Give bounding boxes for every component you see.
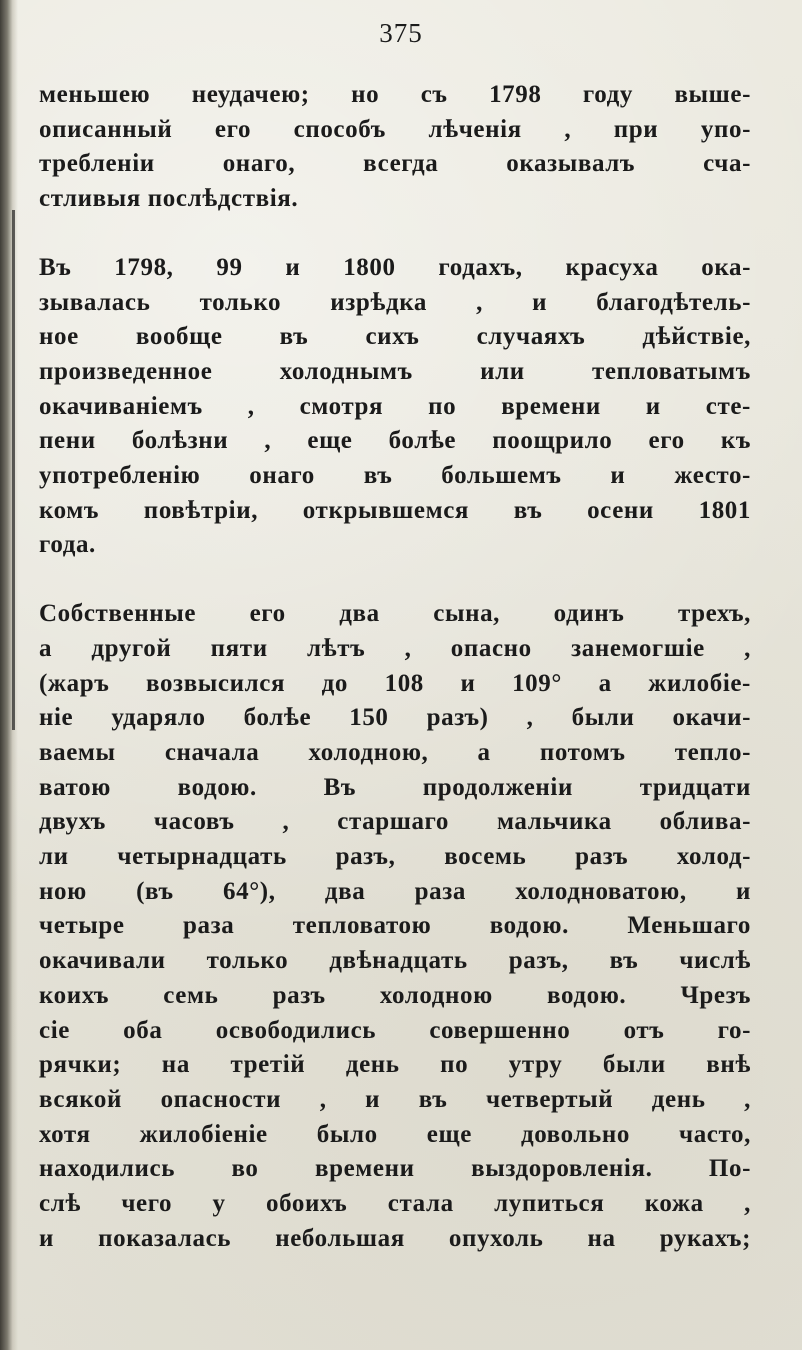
- text-line: стливыя послѣдствія.: [39, 185, 299, 213]
- text-line: произведенное холоднымъ или тепловатымъ: [39, 357, 751, 385]
- spine-crease: [12, 210, 15, 730]
- text-line: всякой опасности , и въ четвертый день ,: [39, 1085, 751, 1113]
- text-line: окачивали только двѣнадцать разъ, въ числѣ: [39, 947, 751, 975]
- text-line: коихъ семь разъ холодною водою. Чрезъ: [39, 981, 751, 1009]
- text-line: ною (въ 64°), два раза холодноватою, и: [39, 877, 751, 905]
- paragraph-1: [39, 78, 751, 217]
- paragraph-2: [39, 251, 751, 563]
- text-line: а другой пяти лѣтъ , опасно занемогшіе ,: [39, 634, 751, 662]
- text-line: окачиваніемъ , смотря по времени и сте-: [39, 392, 751, 420]
- text-line: комъ повѣтріи, открывшемся въ осени 1801: [39, 496, 751, 524]
- text-line: зывалась только изрѣдка , и благодѣтель-: [39, 288, 751, 316]
- text-line: хотя жилобіеніе было еще довольно часто,: [39, 1120, 751, 1148]
- page-number: 375: [379, 18, 423, 48]
- text-line: двухъ часовъ , старшаго мальчика облива-: [39, 808, 751, 836]
- text-line: требленіи онаго, всегда оказывалъ сча-: [39, 150, 751, 178]
- paragraph-gap: [39, 217, 751, 251]
- body-text: [39, 78, 751, 1257]
- text-line: ли четырнадцать разъ, восемь разъ холод-: [39, 843, 751, 871]
- text-line: Собственные его два сына, одинъ трехъ,: [39, 600, 751, 628]
- text-line: употребленію онаго въ большемъ и жесто-: [39, 462, 751, 490]
- text-line: ное вообще въ сихъ случаяхъ дѣйствіе,: [39, 323, 751, 351]
- text-line: (жаръ возвысился до 108 и 109° а жилобіе-: [39, 669, 751, 697]
- text-line: слѣ чего у обоихъ стала лупиться кожа ,: [39, 1190, 751, 1218]
- text-line: описанный его способъ лѣченія , при упо-: [39, 115, 751, 143]
- paragraph-3: [39, 597, 751, 1256]
- text-line: ваемы сначала холодною, а потомъ тепло-: [39, 738, 751, 766]
- text-line: ватою водою. Въ продолженіи тридцати: [39, 773, 751, 801]
- book-spine-shadow: [0, 0, 18, 1350]
- text-line: находились во времени выздоровленія. По-: [39, 1155, 751, 1183]
- text-line: Въ 1798, 99 и 1800 годахъ, красуха ока-: [39, 253, 751, 281]
- text-line: года.: [39, 531, 96, 559]
- paragraph-gap: [39, 563, 751, 597]
- text-line: рячки; на третій день по утру были внѣ: [39, 1051, 751, 1079]
- text-line: четыре раза тепловатою водою. Меньшаго: [39, 912, 751, 940]
- text-line: меньшею неудачею; но съ 1798 году выше-: [39, 81, 751, 108]
- text-line: сіе оба освободились совершенно отъ го-: [39, 1016, 751, 1044]
- text-line: пени болѣзни , еще болѣе поощрило его къ: [39, 427, 751, 455]
- text-line: ніе ударяло болѣе 150 разъ) , были окачи-: [39, 704, 751, 732]
- text-line: и показалась небольшая опухоль на рукахъ;: [39, 1224, 751, 1252]
